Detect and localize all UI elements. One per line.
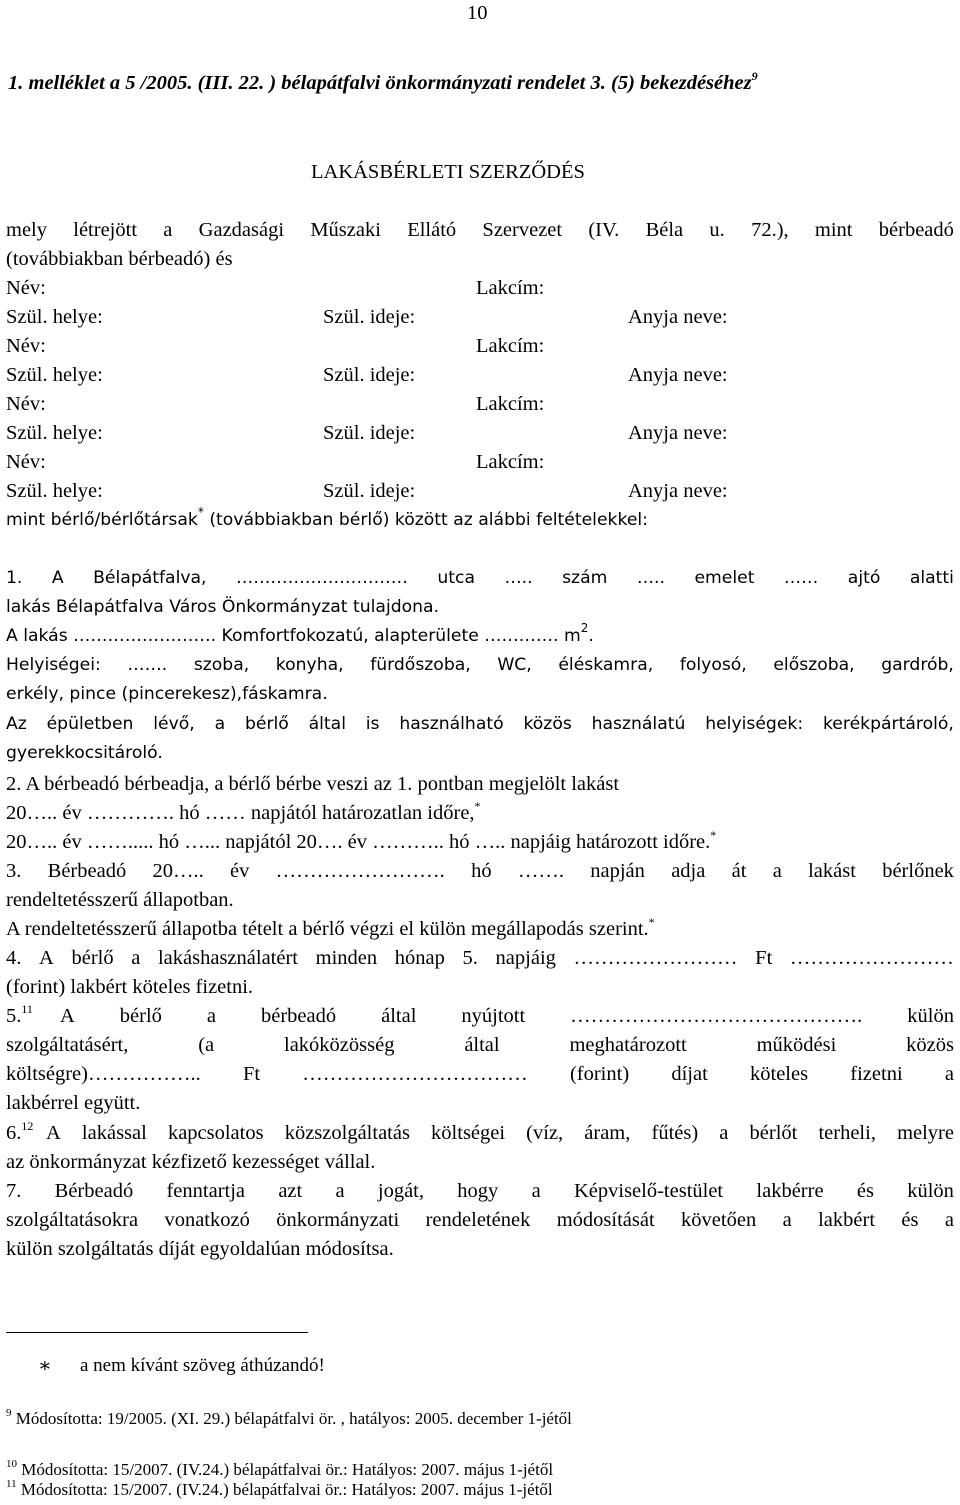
word: Ft (242, 1063, 261, 1085)
party-name-label: Név: (6, 451, 46, 473)
footnote-11 (6, 1478, 553, 1499)
word: fűtés) (651, 1122, 699, 1144)
word: ……………………………………. (570, 1005, 863, 1027)
word: lakáshasználatért (157, 947, 298, 969)
party-name-label: Név: (6, 393, 46, 415)
word: bérbeadó (261, 1005, 337, 1027)
word: díjat (671, 1063, 708, 1085)
word: fürdőszoba, (370, 655, 471, 675)
clause-1-line-1 (6, 570, 954, 587)
word: használatú (591, 714, 686, 734)
clause-2-line-3-star: * (710, 828, 717, 842)
clause-6-num: 6. (6, 1122, 22, 1144)
word: kerékpártároló, (822, 714, 954, 734)
clause-3-line-1 (6, 861, 954, 882)
word: adja (671, 860, 706, 882)
footnote-9-text: Módosította: 19/2005. (XI. 29.) bélapátfalvi ör. , hatályos: 2005. december 1-jétől (11, 1409, 572, 1428)
clause-1-line-3-end: . (588, 626, 594, 646)
word: WC, (497, 655, 532, 675)
word: külön (907, 1180, 954, 1202)
party-birth-date-label: Szül. ideje: (323, 364, 416, 386)
clause-6-number (6, 1119, 34, 1144)
word: bérlőt (749, 1122, 798, 1144)
word: ……………………. (275, 860, 445, 882)
word: …………………… (573, 947, 738, 969)
word: jogát, (377, 1180, 425, 1202)
word: a (131, 947, 141, 969)
word: szám (562, 568, 608, 588)
word: közszolgáltatás (284, 1122, 410, 1144)
word: ….. (504, 568, 533, 588)
footnote-9-number: 9 (6, 1407, 12, 1419)
party-name-label: Név: (6, 335, 46, 357)
word: azt (278, 1180, 303, 1202)
word: A (39, 947, 54, 969)
word: Bérbeadó (47, 860, 127, 882)
word: év (230, 860, 250, 882)
party-mother-name-label: Anyja neve: (628, 364, 728, 386)
word: előszoba, (773, 655, 855, 675)
word: köteles (750, 1063, 809, 1085)
word: a (206, 1005, 217, 1027)
word: Szervezet (482, 219, 563, 241)
word: a (719, 1122, 729, 1144)
word: lakást (808, 860, 856, 882)
word: fenntartja (166, 1180, 246, 1202)
footnote-star-text: a nem kívánt szöveg áthúzandó! (80, 1355, 325, 1376)
word: ………………………… (236, 568, 408, 588)
word: önkormányzati (276, 1209, 400, 1231)
word: a (944, 1063, 954, 1085)
word: mely (6, 219, 47, 241)
clause-7-line-2 (6, 1210, 954, 1231)
word: és (856, 1180, 874, 1202)
word: Helyiségei: (6, 655, 101, 675)
annex-heading-text: 1. melléklet a 5 /2005. (III. 22. ) bélapátfalvi önkormányzati rendelet 3. (5) bekezdéséhez (8, 72, 752, 94)
word: lakással (81, 1122, 147, 1144)
word: hogy (457, 1180, 499, 1202)
word: emelet (694, 568, 755, 588)
word: bérlő (244, 714, 289, 734)
clause-3-line-3-text: A rendeltetésszerű állapotba tételt a bérlő végzi el külön megállapodás szerint. (6, 918, 649, 940)
party-birth-place-label: Szül. helye: (6, 364, 103, 386)
word: működési (756, 1034, 837, 1056)
footnote-11-text: Módosította: 15/2007. (IV.24.) bélapátfalvai ör.: Hatályos: 2007. május 1-jétől (16, 1480, 553, 1499)
word: közös (523, 714, 572, 734)
parties-closing-rest: (továbbiakban bérlő) között az alábbi feltételekkel: (203, 510, 648, 530)
clause-3-line-3-star: * (648, 915, 655, 929)
intro-line-1 (6, 220, 954, 241)
clause-5-line-2 (6, 1035, 954, 1056)
word: a (772, 860, 782, 882)
word: ……. (517, 860, 564, 882)
word: Gazdasági (198, 219, 285, 241)
word: a (163, 219, 173, 241)
word: is (365, 714, 380, 734)
party-address-label: Lakcím: (476, 451, 545, 473)
word: szoba, (193, 655, 250, 675)
word: Béla (645, 219, 684, 241)
word: szolgáltatásokra (6, 1209, 139, 1231)
word: módosítását (556, 1209, 655, 1231)
party-birth-date-label: Szül. ideje: (323, 480, 416, 502)
word: Képviselő-testület (573, 1180, 724, 1202)
word: Bélapátfalva, (93, 568, 207, 588)
word: gardrób, (881, 655, 954, 675)
word: lakóközösség (284, 1034, 395, 1056)
word: Bérbeadó (54, 1180, 134, 1202)
word: (a (198, 1034, 215, 1056)
footnote-9 (6, 1407, 572, 1428)
word: u. (709, 219, 725, 241)
party-birth-date-label: Szül. ideje: (323, 306, 416, 328)
word: nyújtott (461, 1005, 526, 1027)
clause-3-line-3 (6, 915, 655, 940)
clause-1-line-6 (6, 716, 954, 733)
word: szolgáltatásért, (6, 1034, 129, 1056)
word: meghatározott (569, 1034, 687, 1056)
word: folyosó, (679, 655, 747, 675)
word: terheli, (818, 1122, 876, 1144)
footnote-10 (6, 1458, 554, 1479)
word: fizetni (850, 1063, 903, 1085)
party-address-label: Lakcím: (476, 393, 545, 415)
word: A (51, 568, 64, 588)
clause-5-line-4: lakbérrel együtt. (6, 1092, 141, 1114)
word: (IV. (588, 219, 620, 241)
word: épületben (46, 714, 134, 734)
word: a (214, 714, 226, 734)
word: Az (6, 714, 27, 734)
word: napján (590, 860, 645, 882)
party-name-label: Név: (6, 277, 46, 299)
word: ajtó (847, 568, 881, 588)
word: a (335, 1180, 345, 1202)
clause-2-line-2-star: * (474, 799, 481, 813)
word: minden (315, 947, 378, 969)
clause-1-square-sup: 2 (580, 621, 589, 635)
word: A (46, 1122, 61, 1144)
clause-2-line-2-text: 20….. év …………. hó …… napjától határozatlan időre, (6, 802, 475, 824)
word: 1. (6, 568, 23, 588)
parties-closing-star: * (197, 505, 204, 519)
intro-line-2: (továbbiakban bérbeadó) és (6, 248, 233, 270)
party-address-label: Lakcím: (476, 277, 545, 299)
word: konyha, (275, 655, 344, 675)
clause-6-line-2: az önkormányzat kézfizető kezességet vállal. (6, 1151, 376, 1173)
word: a (944, 1209, 954, 1231)
clause-3-line-2: rendeltetésszerű állapotban. (6, 889, 234, 911)
word: lakbért (818, 1209, 876, 1231)
clause-5-num: 5. (6, 1005, 22, 1027)
document-title: LAKÁSBÉRLETI SZERZŐDÉS (311, 161, 585, 183)
clause-5-footnote-ref: 11 (21, 1002, 33, 1016)
word: által (464, 1034, 500, 1056)
clause-5-line-3 (6, 1064, 954, 1085)
word: 72.), (751, 219, 789, 241)
word: költségre)…………….. (6, 1063, 201, 1085)
word: közös (906, 1034, 954, 1056)
word: költségei (431, 1122, 506, 1144)
word: bérlő (119, 1005, 162, 1027)
word: 20….. (152, 860, 204, 882)
word: …… (783, 568, 819, 588)
party-mother-name-label: Anyja neve: (628, 480, 728, 502)
word: lakbérre (756, 1180, 824, 1202)
clause-1-line-2: lakás Bélapátfalva Város Önkormányzat tulajdona. (6, 597, 440, 617)
word: A (60, 1005, 75, 1027)
word: (víz, (526, 1122, 564, 1144)
clause-4-line-2: (forint) lakbért köteles fizetni. (6, 976, 254, 998)
word: alatti (909, 568, 954, 588)
clause-7-line-3: külön szolgáltatás díját egyoldalúan módosítsa. (6, 1238, 394, 1260)
word: és (901, 1209, 919, 1231)
word: melyre (897, 1122, 954, 1144)
word: követően (681, 1209, 757, 1231)
clause-1-line-4 (6, 657, 954, 674)
clause-2-line-3 (6, 828, 717, 853)
word: Ellátó (407, 219, 457, 241)
word: 7. (6, 1180, 22, 1202)
word: 4. (6, 947, 22, 969)
word: használható (399, 714, 504, 734)
clause-7-line-1 (6, 1181, 954, 1202)
party-birth-place-label: Szül. helye: (6, 480, 103, 502)
annex-heading (8, 69, 758, 94)
footnote-11-number: 11 (6, 1478, 17, 1490)
word: rendeletének (425, 1209, 531, 1231)
word: helyiségek: (705, 714, 804, 734)
word: kapcsolatos (167, 1122, 264, 1144)
word: hó (471, 860, 492, 882)
annex-heading-footnote-ref: 9 (751, 69, 758, 83)
clause-6-footnote-ref: 12 (21, 1119, 34, 1133)
word: …………………………… (302, 1063, 528, 1085)
word: a (782, 1209, 792, 1231)
party-address-label: Lakcím: (476, 335, 545, 357)
word: ……. (127, 655, 168, 675)
word: lévő, (153, 714, 195, 734)
word: bérlő (71, 947, 114, 969)
word: bérlőnek (882, 860, 954, 882)
word: napjáig (495, 947, 556, 969)
clause-6-line-1 (46, 1123, 954, 1144)
word: 3. (6, 860, 22, 882)
clause-2-line-3-text: 20….. év ……..... hó …... napjától 20…. év ……….. hó ….. napjáig határozott időre. (6, 831, 711, 853)
word: éléskamra, (558, 655, 654, 675)
party-mother-name-label: Anyja neve: (628, 422, 728, 444)
word: (forint) (569, 1063, 630, 1085)
word: külön (907, 1005, 954, 1027)
party-birth-date-label: Szül. ideje: (323, 422, 416, 444)
word: vonatkozó (164, 1209, 250, 1231)
word: 5. (462, 947, 478, 969)
word: …………………… (789, 947, 954, 969)
word: áram, (584, 1122, 631, 1144)
word: utca (437, 568, 475, 588)
footnote-star-symbol: ∗ (38, 1355, 52, 1377)
page-number: 10 (467, 2, 488, 24)
clause-5-number (6, 1002, 33, 1027)
footnote-10-number: 10 (6, 1458, 17, 1470)
word: a (531, 1180, 541, 1202)
word: által (381, 1005, 417, 1027)
clause-4-line-1 (6, 948, 954, 969)
parties-closing-text: mint bérlő/bérlőtársak (6, 510, 198, 530)
parties-closing (6, 505, 648, 530)
clause-1-line-3 (6, 621, 594, 646)
word: által (308, 714, 346, 734)
word: létrejött (73, 219, 138, 241)
clause-2-line-1: 2. A bérbeadó bérbeadja, a bérlő bérbe veszi az 1. pontban megjelölt lakást (6, 773, 620, 795)
clause-1-line-7: gyerekkocsitároló. (6, 743, 163, 763)
word: ….. (636, 568, 665, 588)
word: Ft (755, 947, 773, 969)
footnote-separator (6, 1332, 308, 1333)
clause-1-line-3-text: A lakás ……………………. Komfortfokozatú, alapterülete …………. m (6, 626, 581, 646)
word: bérbeadó (878, 219, 954, 241)
clause-1-line-5: erkély, pince (pincerekesz),fáskamra. (6, 684, 328, 704)
party-birth-place-label: Szül. helye: (6, 422, 103, 444)
footnote-10-text: Módosította: 15/2007. (IV.24.) bélapátfalvai ör.: Hatályos: 2007. május 1-jétől (17, 1460, 554, 1479)
word: át (731, 860, 747, 882)
party-birth-place-label: Szül. helye: (6, 306, 103, 328)
clause-2-line-2 (6, 799, 481, 824)
word: hónap (394, 947, 445, 969)
word: Műszaki (310, 219, 381, 241)
party-mother-name-label: Anyja neve: (628, 306, 728, 328)
word: mint (814, 219, 853, 241)
clause-5-line-1 (60, 1006, 954, 1027)
